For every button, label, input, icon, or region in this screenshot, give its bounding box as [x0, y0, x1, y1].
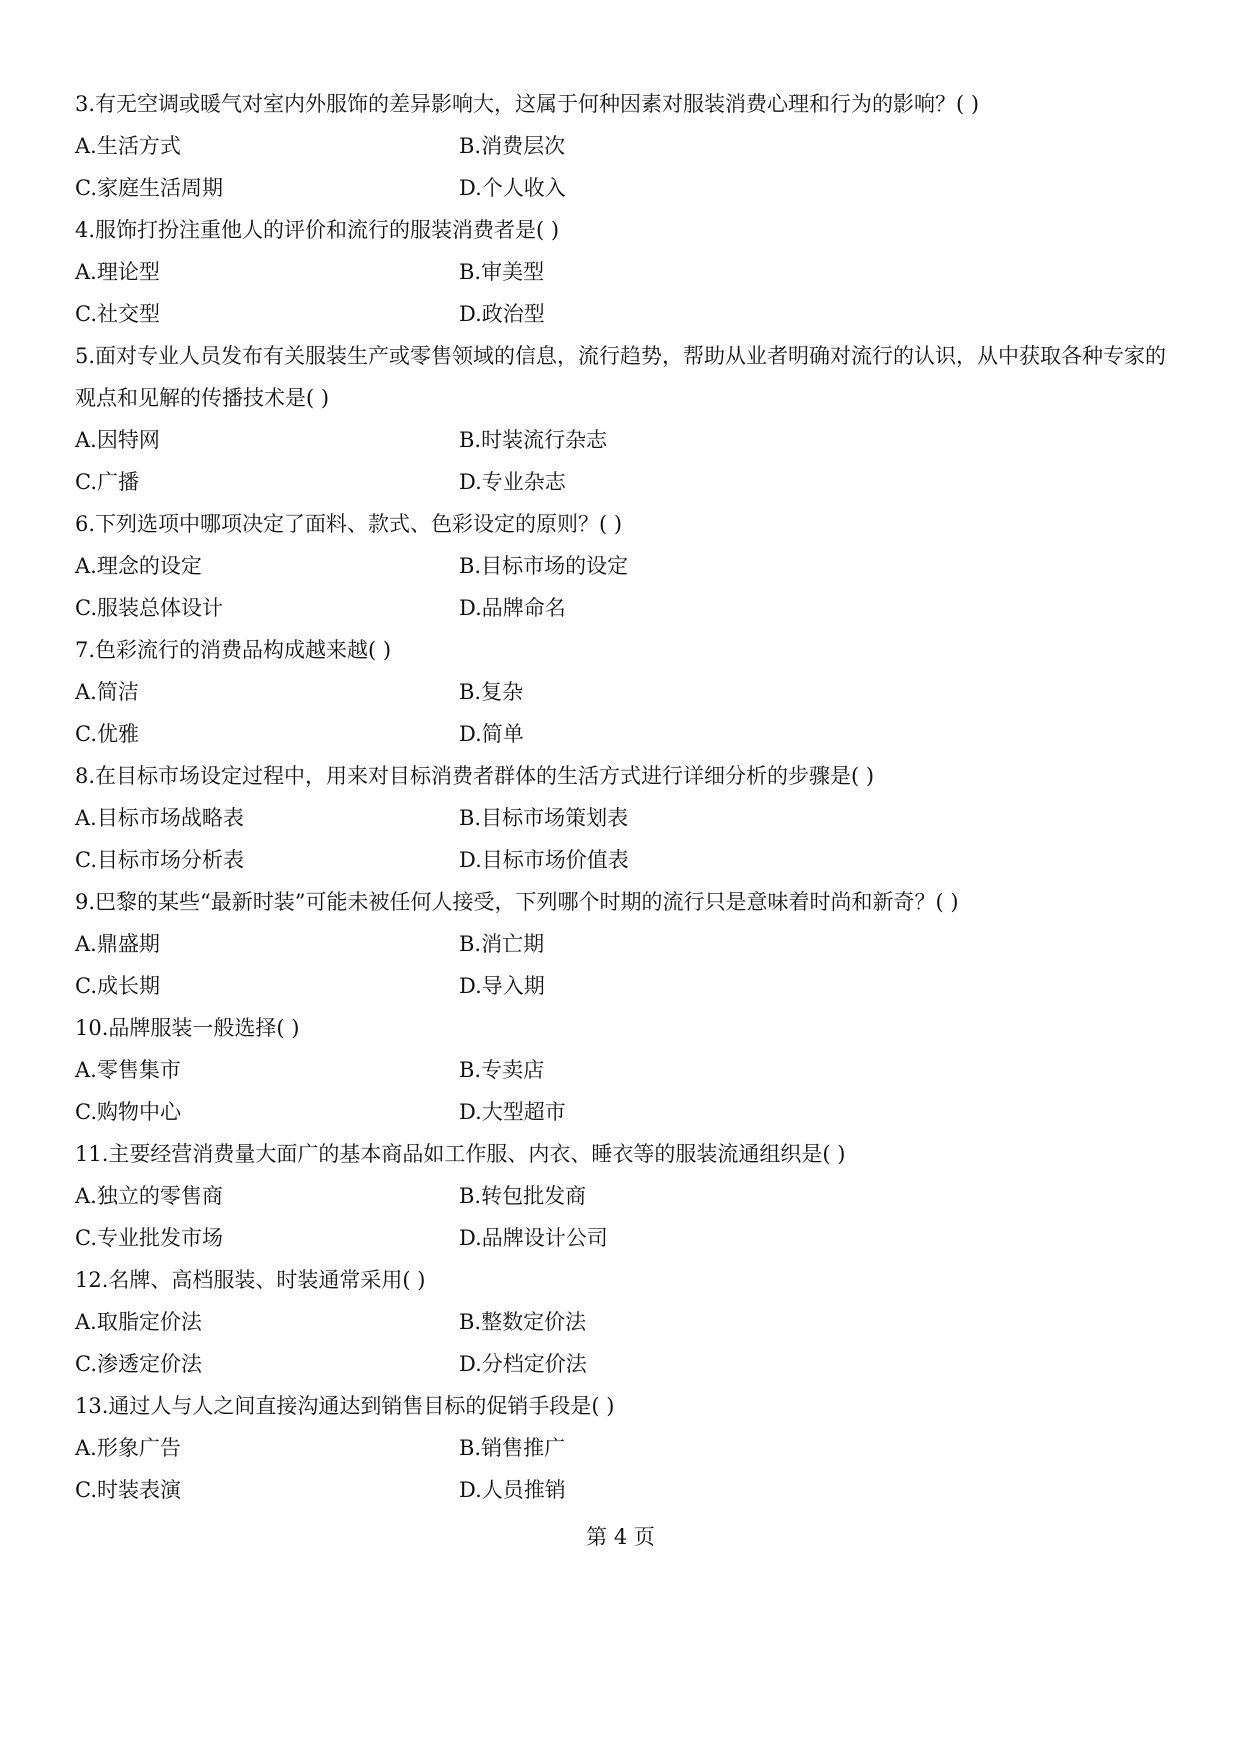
question-text: 9.巴黎的某些“最新时装”可能未被任何人接受，下列哪个时期的流行只是意味着时尚和新奇？( ): [75, 890, 959, 914]
option-a: A.独立的零售商: [75, 1184, 223, 1208]
question-text: 12.名牌、高档服装、时装通常采用( ): [75, 1268, 426, 1292]
options-row: [75, 1469, 1175, 1511]
option-d: D.导入期: [459, 974, 545, 998]
option-a: A.生活方式: [75, 134, 181, 158]
option-c: C.家庭生活周期: [75, 176, 223, 200]
question-text: 4.服饰打扮注重他人的评价和流行的服装消费者是( ): [75, 218, 560, 242]
question-text: 3.有无空调或暖气对室内外服饰的差异影响大，这属于何种因素对服装消费心理和行为的影响？( ): [75, 92, 980, 116]
option-b: B.销售推广: [459, 1436, 566, 1460]
option-b: B.消亡期: [459, 932, 545, 956]
option-a: A.理论型: [75, 260, 160, 284]
question-8: [75, 755, 1175, 881]
options-row: [75, 713, 1175, 755]
option-c: C.服装总体设计: [75, 596, 223, 620]
option-d: D.政治型: [459, 302, 545, 326]
question-text: 6.下列选项中哪项决定了面料、款式、色彩设定的原则？( ): [75, 512, 623, 536]
option-c: C.渗透定价法: [75, 1352, 202, 1376]
question-9: [75, 881, 1175, 1007]
option-a: A.因特网: [75, 428, 160, 452]
options-row: [75, 1427, 1175, 1469]
option-b: B.转包批发商: [459, 1184, 587, 1208]
question-text: 13.通过人与人之间直接沟通达到销售目标的促销手段是( ): [75, 1394, 615, 1418]
options-row: [75, 125, 1175, 167]
page-number: 第 4 页: [586, 1525, 655, 1549]
option-b: B.审美型: [459, 260, 545, 284]
question-13: [75, 1385, 1175, 1511]
options-row: [75, 1217, 1175, 1259]
question-text: 7.色彩流行的消费品构成越来越( ): [75, 638, 392, 662]
option-a: A.鼎盛期: [75, 932, 160, 956]
options-row: [75, 167, 1175, 209]
options-row: [75, 461, 1175, 503]
question-7: [75, 629, 1175, 755]
option-b: B.时装流行杂志: [459, 428, 608, 452]
option-b: B.专卖店: [459, 1058, 545, 1082]
option-b: B.目标市场的设定: [459, 554, 629, 578]
options-row: [75, 839, 1175, 881]
option-d: D.品牌命名: [459, 596, 566, 620]
question-11: [75, 1133, 1175, 1259]
option-d: D.简单: [459, 722, 524, 746]
question-12: [75, 1259, 1175, 1385]
option-a: A.理念的设定: [75, 554, 202, 578]
options-row: [75, 293, 1175, 335]
question-6: [75, 503, 1175, 629]
options-row: [75, 251, 1175, 293]
option-c: C.专业批发市场: [75, 1226, 223, 1250]
option-d: D.专业杂志: [459, 470, 566, 494]
options-row: [75, 1049, 1175, 1091]
question-4: [75, 209, 1175, 335]
options-row: [75, 419, 1175, 461]
options-row: [75, 923, 1175, 965]
option-b: B.整数定价法: [459, 1310, 587, 1334]
option-c: C.目标市场分析表: [75, 848, 244, 872]
option-d: D.个人收入: [459, 176, 566, 200]
option-b: B.复杂: [459, 680, 524, 704]
options-row: [75, 1091, 1175, 1133]
option-d: D.人员推销: [459, 1478, 566, 1502]
options-row: [75, 1175, 1175, 1217]
option-b: B.目标市场策划表: [459, 806, 629, 830]
option-b: B.消费层次: [459, 134, 566, 158]
options-row: [75, 1343, 1175, 1385]
question-text: 10.品牌服装一般选择( ): [75, 1016, 300, 1040]
option-d: D.大型超市: [459, 1100, 566, 1124]
question-5: [75, 335, 1175, 503]
option-a: A.取脂定价法: [75, 1310, 202, 1334]
question-text: 11.主要经营消费量大面广的基本商品如工作服、内衣、睡衣等的服装流通组织是( ): [75, 1142, 846, 1166]
options-row: [75, 671, 1175, 713]
question-text: 8.在目标市场设定过程中，用来对目标消费者群体的生活方式进行详细分析的步骤是( ): [75, 764, 875, 788]
option-c: C.时装表演: [75, 1478, 181, 1502]
question-text: 5.面对专业人员发布有关服装生产或零售领域的信息，流行趋势，帮助从业者明确对流行的认识，从中获取各种专家的观点和见解的传播技术是( ): [75, 344, 1167, 410]
options-row: [75, 1301, 1175, 1343]
exam-page: [75, 83, 1175, 1511]
option-c: C.购物中心: [75, 1100, 181, 1124]
question-10: [75, 1007, 1175, 1133]
options-row: [75, 545, 1175, 587]
option-d: D.分档定价法: [459, 1352, 587, 1376]
option-c: C.成长期: [75, 974, 160, 998]
options-row: [75, 965, 1175, 1007]
option-a: A.目标市场战略表: [75, 806, 244, 830]
option-d: D.品牌设计公司: [459, 1226, 608, 1250]
option-d: D.目标市场价值表: [459, 848, 629, 872]
options-row: [75, 587, 1175, 629]
option-a: A.零售集市: [75, 1058, 181, 1082]
question-3: [75, 83, 1175, 209]
option-a: A.形象广告: [75, 1436, 181, 1460]
option-a: A.简洁: [75, 680, 139, 704]
option-c: C.广播: [75, 470, 139, 494]
option-c: C.优雅: [75, 722, 139, 746]
option-c: C.社交型: [75, 302, 160, 326]
options-row: [75, 797, 1175, 839]
